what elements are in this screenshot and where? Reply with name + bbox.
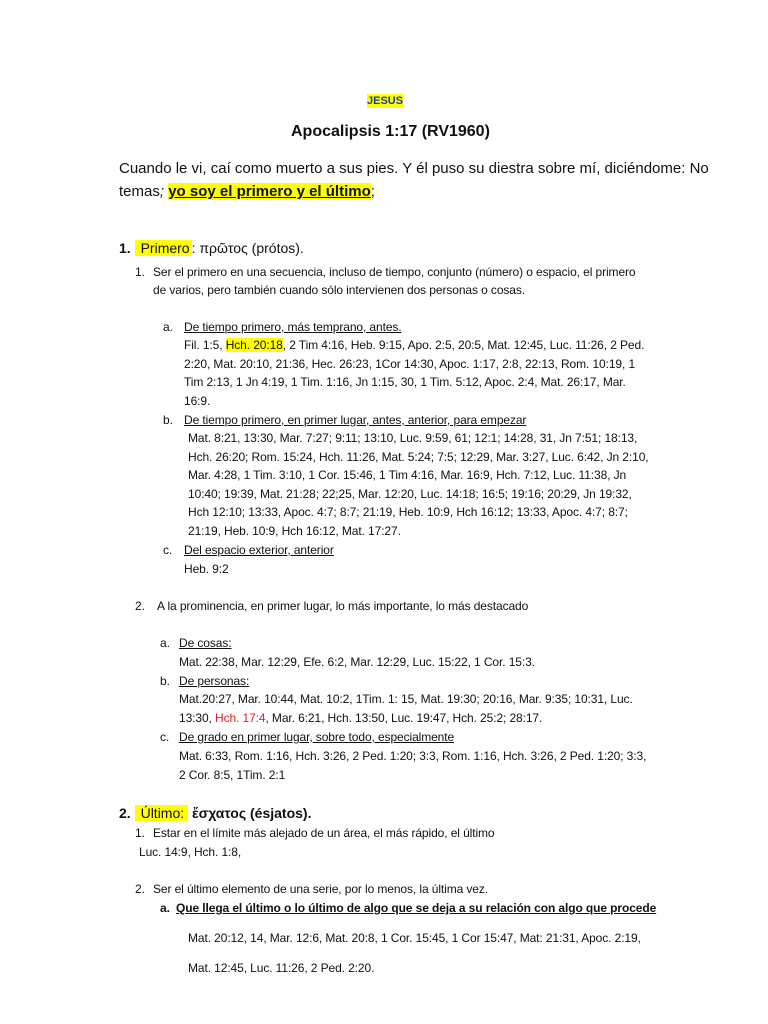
reference-line: 2 Cor. 8:5, 1Tim. 2:1 <box>179 768 286 782</box>
reference-line: Mat. 22:38, Mar. 12:29, Efe. 6:2, Mar. 12:29, Luc. 15:22, 1 Cor. 15:3. <box>179 655 535 669</box>
greek-term: : πρῶτος (prótos). <box>191 240 304 256</box>
section-primero-header <box>119 240 304 256</box>
ref-text: Fil. 1:5, <box>184 338 226 352</box>
ref-text: , Mar. 6:21, Hch. 13:50, Luc. 19:47, Hch. 25:2; 28:17. <box>265 711 543 725</box>
subsection-title: Del espacio exterior, anterior <box>184 543 334 557</box>
list-letter: a. <box>163 320 173 334</box>
verse-highlight: yo soy el primero y el último <box>168 183 371 200</box>
subsection-title: De personas: <box>179 674 250 688</box>
subsection-title: De cosas: <box>179 636 232 650</box>
reference-line: Mat. 12:45, Luc. 11:26, 2 Ped. 2:20. <box>188 961 375 975</box>
reference-line: Mat. 6:33, Rom. 1:16, Hch. 3:26, 2 Ped. 1:20; 3:3, Rom. 1:16, Hch. 3:26, 2 Ped. 1:20; 3:3, <box>179 749 647 763</box>
list-letter: b. <box>160 674 170 688</box>
list-letter: b. <box>163 413 173 427</box>
section-ultimo-header <box>119 805 311 821</box>
reference-line: 21:19, Heb. 10:9, Hch 16:12, Mat. 17:27. <box>188 524 401 538</box>
reference-line: Mat. 8:21, 13:30, Mar. 7:27; 9:11; 13:10, Luc. 9:59, 61; 12:1; 14:28, 31, Jn 7:51; 18:13, <box>188 431 638 445</box>
reference-line: 16:9. <box>184 394 211 408</box>
subsection-title: De tiempo primero, en primer lugar, antes, anterior, para empezar <box>184 413 527 427</box>
definition-line: Ser el primero en una secuencia, incluso de tiempo, conjunto (número) o espacio, el primero <box>153 265 636 279</box>
section-number: 2. <box>119 805 131 821</box>
definition-line: A la prominencia, en primer lugar, lo más importante, lo más destacado <box>157 599 529 613</box>
section-number: 1. <box>119 240 131 256</box>
reference-line: Mat.20:27, Mar. 10:44, Mat. 10:2, 1Tim. 1: 15, Mat. 19:30; 20:16, Mar. 9:35; 10:31, Luc. <box>179 692 633 706</box>
subsection-title: Que llega el último o lo último de algo que se deja a su relación con algo que procede <box>176 901 657 915</box>
verse-line-2 <box>119 183 375 200</box>
subsection-title: De grado en primer lugar, sobre todo, especialmente <box>179 730 455 744</box>
reference-line: 10:40; 19:39, Mat. 21:28; 22;25, Mar. 12:20, Luc. 14:18; 16:5; 19:16; 20:29, Jn 19:32, <box>188 487 632 501</box>
list-letter: c. <box>160 730 170 744</box>
greek-term: ἔσχατος (ésjatos). <box>188 805 312 821</box>
reference-line: Hch. 26:20; Rom. 15:24, Hch. 11:26, Mat. 5:24; 7:5; 12:29, Mar. 3:27, Luc. 6:42, Jn 2:10, <box>188 450 649 464</box>
definition-line: Estar en el límite más alejado de un área, el más rápido, el último <box>153 826 495 840</box>
definition-line: de varios, pero también cuando sólo intervienen dos personas o cosas. <box>153 283 525 297</box>
reference-line <box>184 336 644 355</box>
reference-line: Tim 2:13, 1 Jn 4:19, 1 Tim. 1:16, Jn 1:15, 30, 1 Tim. 5:12, Apoc. 2:4, Mat. 26:17, Mar. <box>184 375 626 389</box>
list-num: 1. <box>135 265 145 279</box>
verse-text: temas <box>119 183 160 200</box>
ref-text: , 2 Tim 4:16, Heb. 9:15, Apo. 2:5, 20:5, Mat. 12:45, Luc. 11:26, 2 Ped. <box>282 338 645 352</box>
list-letter: c. <box>163 543 173 557</box>
reference-line: Hch 12:10; 13:33, Apoc. 4:7; 8:7; 21:19, Heb. 10:9, Hch 16:12; 13:33, Apoc. 4:7; 8:7; <box>188 505 628 519</box>
reference-line <box>179 709 542 728</box>
definition-line: Ser el último elemento de una serie, por lo menos, la última vez. <box>153 882 489 896</box>
verse-line-1: Cuando le vi, caí como muerto a sus pies. Y él puso su diestra sobre mí, diciéndome: No <box>119 160 709 177</box>
ref-highlight: Hch. 20:18 <box>225 338 283 352</box>
ref-text: 13:30, <box>179 711 215 725</box>
list-num: 2. <box>135 599 145 613</box>
verse-end: ; <box>370 183 375 200</box>
list-num: 2. <box>135 882 145 896</box>
section-word-ultimo: Último: <box>135 805 189 821</box>
reference-line: Mat. 20:12, 14, Mar. 12:6, Mat. 20:8, 1 Cor. 15:45, 1 Cor 15:47, Mat: 21:31, Apoc. 2:19, <box>188 931 641 945</box>
section-word-primero: Primero <box>135 240 192 256</box>
doc-title: Apocalipsis 1:17 (RV1960) <box>291 123 490 140</box>
reference-line: 2:20, Mat. 20:10, 21:36, Hec. 26:23, 1Cor 14:30, Apoc. 1:17, 2:8, 22:13, Rom. 10:19, 1 <box>184 357 636 371</box>
reference-line: Heb. 9:2 <box>184 562 229 576</box>
reference-line: Mar. 4:28, 1 Tim. 3:10, 1 Cor. 15:46, 1 Tim 4:16, Mar. 16:9, Hch. 7:12, Luc. 11:38, Jn <box>188 468 627 482</box>
doc-heading: JESUS <box>367 95 404 107</box>
list-letter: a. <box>160 636 170 650</box>
list-num: 1. <box>135 826 145 840</box>
list-letter: a. <box>160 901 170 915</box>
subsection-title: De tiempo primero, más temprano, antes. <box>184 320 402 334</box>
ref-red: Hch. 17:4 <box>215 711 266 725</box>
reference-line: Luc. 14:9, Hch. 1:8, <box>139 845 242 859</box>
verse-punct: ; <box>159 183 169 200</box>
